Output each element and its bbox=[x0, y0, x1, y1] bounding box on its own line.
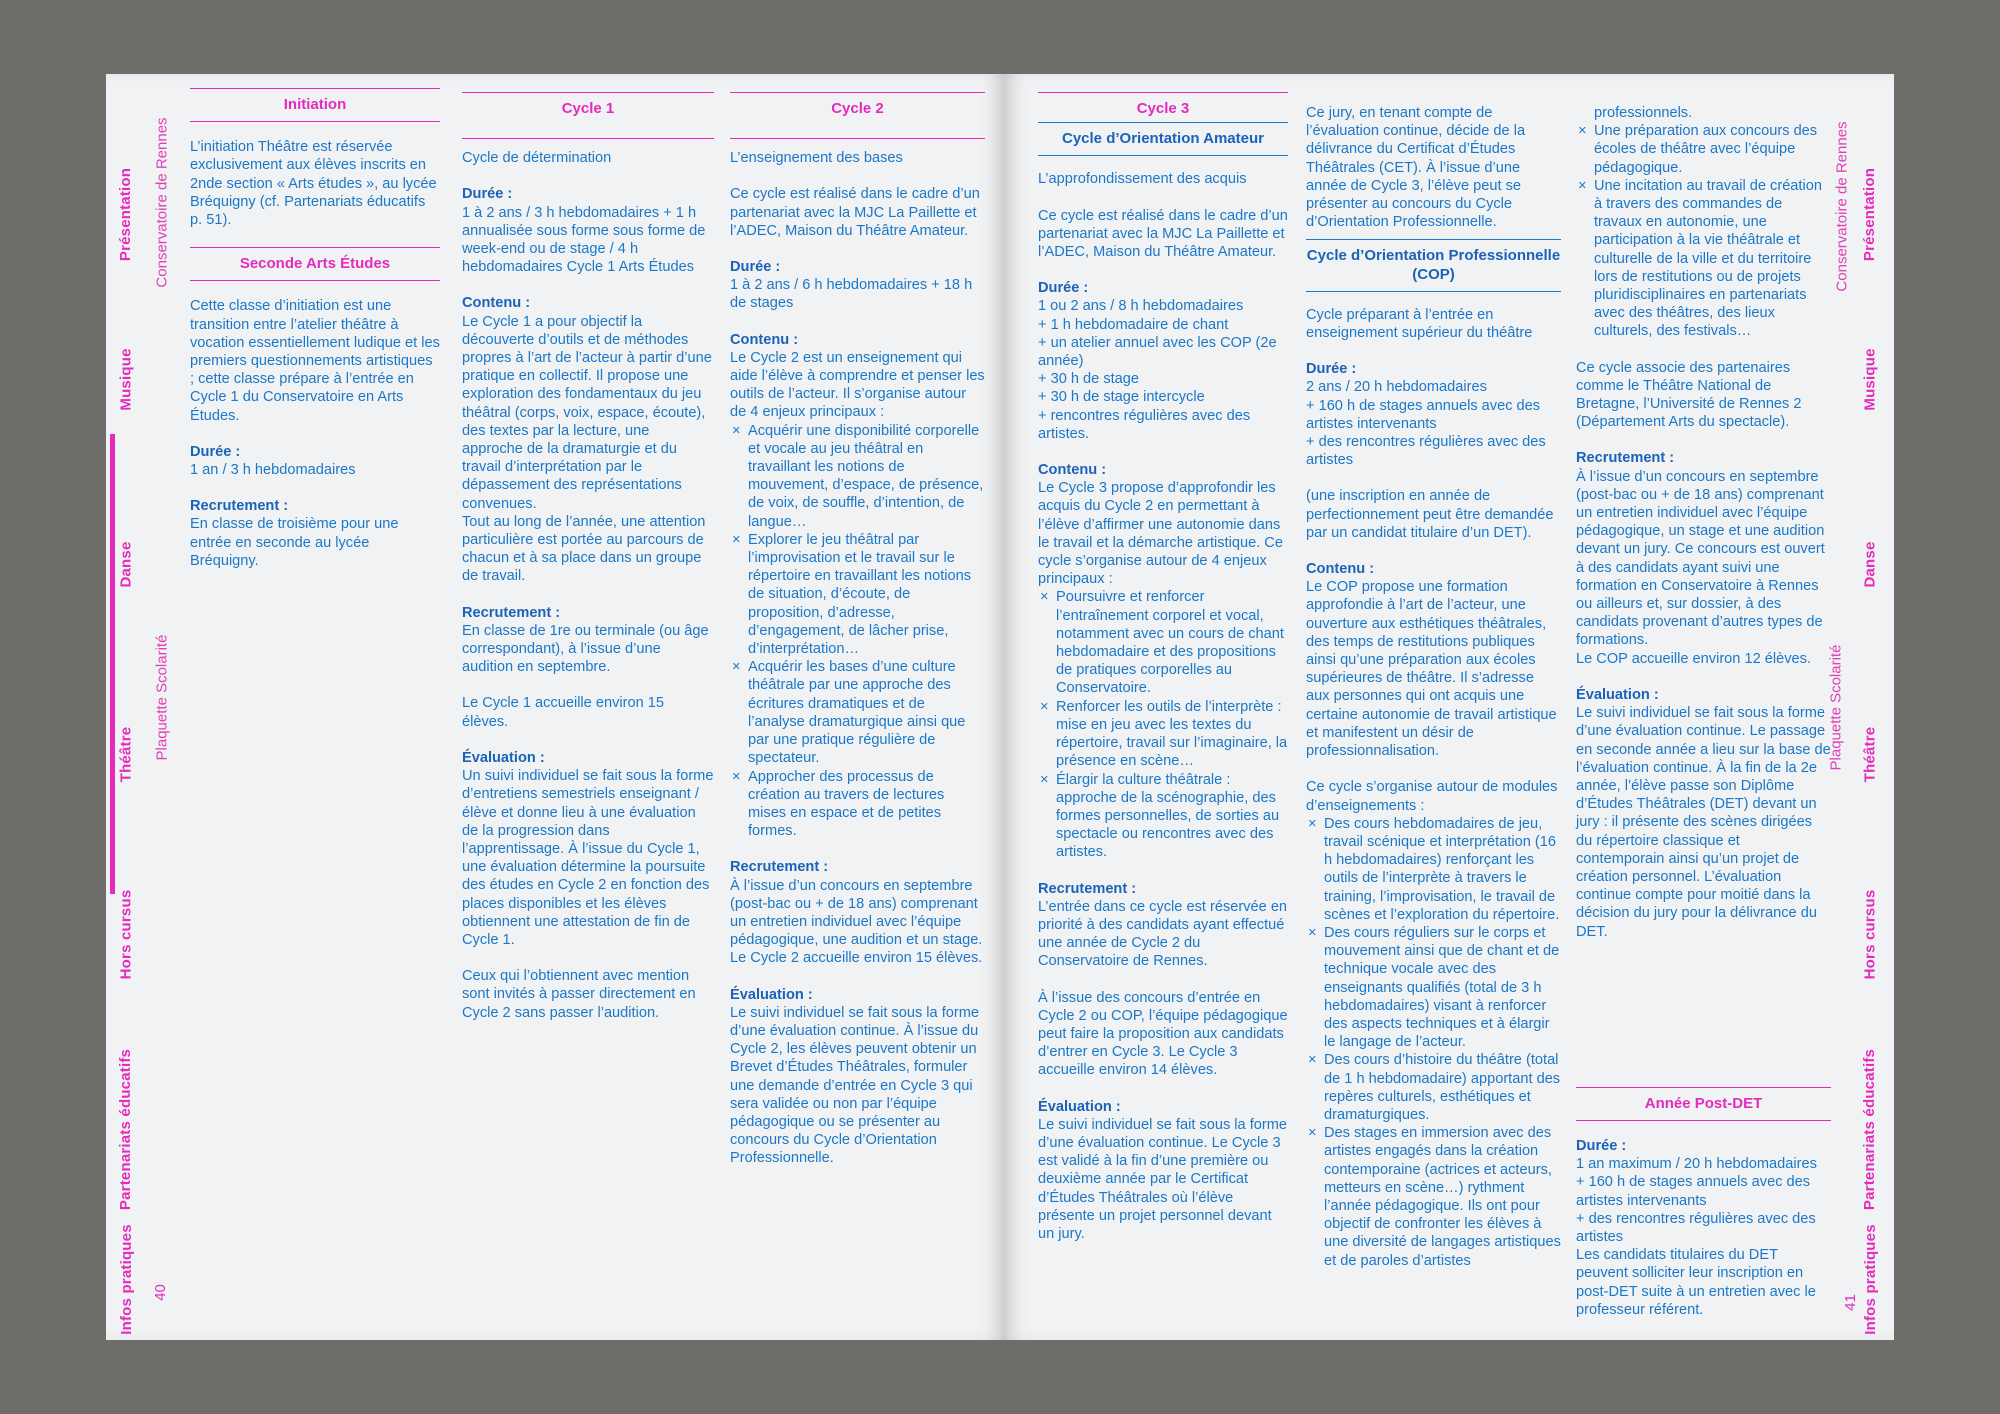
modules-list-continued bbox=[1576, 122, 1831, 340]
right-section-tabs bbox=[1850, 74, 1890, 1340]
cop-heading: Cycle d’Orientation Professionnelle (COP) bbox=[1306, 239, 1561, 291]
contenu-text: Le COP propose une formation approfondie à l’art de l’acteur, une ouverture aux esthétiques théâtrales, des temps de restitutions publiques ainsi qu’une préparation aux écoles supérieures de théâtre. Il s’adresse aux personnes qui ont acquis une certaine autonomie de travail artistique et manifestent un désir de professionnalisation. bbox=[1306, 579, 1557, 760]
post-det-text: Les candidats titulaires du DET peuvent solliciter leur inscription en post-DET suite à un entretien avec le professeur référent. bbox=[1576, 1247, 1816, 1318]
seconde-text: Cette classe d’initiation est une transition entre l’atelier théâtre à vocation essentiellement ludique et les premiers questionnements artistiques ; cette classe prépare à l’entrée en Cycle 1 du Conservatoire en Arts Études. bbox=[190, 298, 440, 424]
intro-text: Ce cycle est réalisé dans le cadre d’un partenariat avec la MJC La Paillette et l’ADEC, Maison du Théâtre Amateur. bbox=[1038, 207, 1288, 261]
list-item: × Une incitation au travail de création à travers des commandes de travaux en autonomie, une participation à la vie théâtrale et culturelle de la ville et du territoire lors de restitutions ou de projets pluridisciplinaires en partenariats avec des théâtres, des lieux culturels, des festivals… bbox=[1576, 177, 1831, 341]
cop-subtitle: Cycle préparant à l’entrée en enseignement supérieur du théâtre bbox=[1306, 306, 1533, 342]
contenu-label: Contenu : bbox=[462, 295, 531, 312]
evaluation-text: Le suivi individuel se fait sous la forme d’une évaluation continue. Le passage en seconde année a lieu sur la base de l’évaluation continue. À la fin de la 2e année, l’élève passe son Diplôme d’Études Théâtrales (DET) devant un jury : il présente des scènes dirigées du répertoire classique et contemporain ainsi qu’un projet de création personnel. L’évaluation continue compte pour moitié dans la décision du jury pour la délivrance du DET. bbox=[1576, 705, 1831, 940]
recrutement-text-2: À l’issue des concours d’entrée en Cycle 2 ou COP, l’équipe pédagogique peut faire la proposition aux candidats d’entrer en Cycle 3. Le Cycle 3 accueille environ 14 élèves. bbox=[1038, 989, 1288, 1079]
cycle3-subtitle: L’approfondissement des acquis bbox=[1038, 171, 1247, 188]
recrutement-label: Recrutement : bbox=[730, 859, 829, 876]
duree-line: + 30 h de stage bbox=[1038, 371, 1140, 388]
cycle-orientation-amateur-heading: Cycle d’Orientation Amateur bbox=[1038, 122, 1288, 156]
recrutement-label: Recrutement : bbox=[190, 498, 289, 515]
recrutement-label: Recrutement : bbox=[1576, 450, 1675, 467]
duree-line: + 160 h de stages annuels avec des artistes intervenants bbox=[1306, 397, 1541, 432]
column-spacer bbox=[1576, 959, 1831, 1087]
jury-text: Ce jury, en tenant compte de l’évaluation continue, décide de la délivrance du Certificat d’Études Théâtrales (CET). À l’issue d’une année de Cycle 3, l’élève peut se présenter au concours du Cycle d’Orientation Professionnelle. bbox=[1306, 105, 1526, 231]
duree-line: 1 an maximum / 20 h hebdomadaires bbox=[1576, 1156, 1817, 1173]
duree-line: 1 ou 2 ans / 8 h hebdomadaires bbox=[1038, 298, 1244, 315]
list-item: × Acquérir les bases d’une culture théâtrale par une approche des écritures dramatiques et de l’analyse dramaturgique ainsi que par une pratique régulière de spectateur. bbox=[730, 658, 985, 767]
list-item: × Approcher des processus de création au travers de lectures mises en espace et de petites formes. bbox=[730, 768, 985, 841]
duree-line: + 1 h hebdomadaire de chant bbox=[1038, 316, 1229, 333]
duree-label: Durée : bbox=[190, 443, 241, 460]
conservatoire-label: Conservatoire de Rennes bbox=[153, 117, 171, 288]
evaluation-text: Le suivi individuel se fait sous la forme d’une évaluation continue. À l’issue du Cycle 2, les élèves peuvent obtenir un Brevet d’Études Théâtrales, formuler une demande d’entrée en Cycle 3 qui sera validée ou non par l’équipe pédagogique ou se présenter au concours du Cycle d’Orientation Professionnelle. bbox=[730, 1004, 980, 1167]
recrutement-text: En classe de 1re ou terminale (ou âge correspondant), à l’issue d’une audition en septembre. bbox=[462, 622, 709, 676]
evaluation-text: Le suivi individuel se fait sous la forme d’une évaluation continue. Le Cycle 3 est validé à la fin d’une première ou deuxième année par le Certificat d’Études Théâtrales où l’élève présente un projet personnel devant un jury. bbox=[1038, 1116, 1288, 1242]
duree-label: Durée : bbox=[1576, 1137, 1627, 1154]
cycle2-heading: Cycle 2 bbox=[730, 92, 985, 122]
tab-infos-pratiques[interactable]: Infos pratiques bbox=[1861, 1223, 1879, 1335]
conservatoire-label: Conservatoire de Rennes bbox=[1833, 121, 1851, 292]
duree-line: + rencontres régulières avec des artistes. bbox=[1038, 407, 1251, 442]
list-item: × Des cours d’histoire du théâtre (total de 1 h hebdomadaire) apportant des repères culturels, esthétiques et dramaturgiques. bbox=[1306, 1051, 1561, 1124]
recrutement-text: En classe de troisième pour une entrée en seconde au lycée Bréquigny. bbox=[190, 516, 399, 569]
duree-line: + des rencontres régulières avec des artistes bbox=[1306, 434, 1546, 469]
duree-line: + 30 h de stage intercycle bbox=[1038, 389, 1205, 406]
recrutement-label: Recrutement : bbox=[462, 604, 561, 621]
duree-label: Durée : bbox=[1038, 280, 1089, 297]
contenu-label: Contenu : bbox=[1306, 561, 1375, 578]
page-number: 41 bbox=[1841, 1294, 1859, 1311]
intro-text: Ce cycle est réalisé dans le cadre d’un partenariat avec la MJC La Paillette et l’ADEC, Maison du Théâtre Amateur. bbox=[730, 186, 980, 239]
recrutement-text: L’entrée dans ce cycle est réservée en priorité à des candidats ayant effectué une année de Cycle 2 du Conservatoire de Rennes. bbox=[1038, 898, 1288, 970]
list-item: × Une préparation aux concours des écoles de théâtre avec l’équipe pédagogique. bbox=[1576, 122, 1831, 177]
evaluation-label: Évaluation : bbox=[730, 986, 813, 1003]
contenu-text: Le Cycle 3 propose d’approfondir les acquis du Cycle 2 en permettant à l’élève d’affirmer une autonomie dans le travail et la démarche artistique. Ce cycle s’organise autour de 4 enjeux principaux : bbox=[1038, 480, 1283, 588]
modules-text: Ce cycle s’organise autour de modules d’enseignements : bbox=[1306, 779, 1558, 814]
cycle1-heading: Cycle 1 bbox=[462, 92, 714, 122]
contenu-text: Le Cycle 1 a pour objectif la découverte d’outils et de méthodes propres à l’art de l’acteur à partir d’une pratique en collectif. Il propose une exploration des fondamentaux du jeu théâtral (corps, voix, espace, écoute), des textes par la lecture, une approche de la dramaturgie et du travail d’interprétation par le dépassement des représentations convenues. bbox=[462, 313, 712, 512]
cycle2-subtitle: L’enseignement des bases bbox=[730, 138, 985, 167]
enjeux-list bbox=[730, 422, 985, 841]
enjeux-list bbox=[1038, 588, 1288, 861]
tab-partenariats[interactable]: Partenariats éducatifs bbox=[1861, 1048, 1879, 1210]
cycle3-heading: Cycle 3 bbox=[1038, 92, 1288, 122]
duree-text: 1 à 2 ans / 3 h hebdomadaires + 1 h annualisée sous forme sous forme de week-end ou de stage / 4 h hebdomadaires Cycle 1 Arts Études bbox=[462, 204, 706, 276]
list-item: × Acquérir une disponibilité corporelle et vocale au jeu théâtral en travaillant les notions de mouvement, d’espace, de présence, de voix, de souffle, d’intention, de langue… bbox=[730, 422, 985, 531]
evaluation-label: Évaluation : bbox=[462, 749, 545, 766]
partners-text: Ce cycle associe des partenaires comme le Théâtre National de Bretagne, l’Université de Rennes 2 (Département Arts du spectacle). bbox=[1576, 359, 1802, 431]
tab-danse[interactable]: Danse bbox=[1861, 540, 1879, 588]
tab-theatre[interactable]: Théâtre bbox=[1861, 726, 1879, 782]
contenu-text-2: Tout au long de l’année, une attention particulière est portée au parcours de chacun et à sa place dans un groupe de travail. bbox=[462, 513, 706, 585]
duree-label: Durée : bbox=[462, 186, 513, 203]
column-cycle-1 bbox=[462, 92, 714, 1040]
duree-line: 2 ans / 20 h hebdomadaires bbox=[1306, 379, 1487, 396]
active-section-bar bbox=[110, 434, 115, 894]
accueil-text: Le Cycle 1 accueille environ 15 élèves. bbox=[462, 695, 664, 730]
column-cop bbox=[1306, 104, 1561, 1288]
modules-list bbox=[1306, 815, 1561, 1270]
column-initiation bbox=[190, 88, 440, 588]
evaluation-label: Évaluation : bbox=[1576, 686, 1659, 703]
contenu-text: Le Cycle 2 est un enseignement qui aide l’élève à comprendre et penser les outils de l’acteur. Il s’organise autour de 4 enjeux principaux : bbox=[730, 349, 985, 421]
duree-text: 1 à 2 ans / 6 h hebdomadaires + 18 h de stages bbox=[730, 277, 973, 312]
left-page bbox=[106, 74, 1004, 1340]
evaluation-text: Un suivi individuel se fait sous la forme d’entretiens semestriels enseignant / élève et donne lieu à une évaluation de la progression dans l’apprentissage. À l’issue du Cycle 1, une évaluation détermine la poursuite des études en Cycle 2 en fonction des places disponibles et les élèves obtiennent une attestation de fin de Cycle 1. bbox=[462, 768, 714, 948]
continued-text: professionnels. bbox=[1594, 105, 1693, 121]
tab-theatre[interactable]: Théâtre bbox=[117, 726, 135, 782]
page-number: 40 bbox=[151, 1284, 169, 1301]
contenu-label: Contenu : bbox=[730, 331, 799, 348]
initiation-text: L’initiation Théâtre est réservée exclusivement aux élèves inscrits en 2nde section « Arts études », au lycée Bréquigny (cf. Partenariats éducatifs p. 51). bbox=[190, 139, 437, 229]
seconde-heading: Seconde Arts Études bbox=[190, 247, 440, 281]
list-item: × Renforcer les outils de l’interprète : mise en jeu avec les textes du répertoire, travail sur l’imaginaire, la présence en scène… bbox=[1038, 698, 1288, 771]
recrutement-label: Recrutement : bbox=[1038, 880, 1137, 897]
recrutement-text: À l’issue d’un concours en septembre (post-bac ou + de 18 ans) comprenant un entretien individuel avec l’équipe pédagogique, une audition et un stage. Le Cycle 2 accueille environ 15 élèves. bbox=[730, 877, 983, 967]
column-cycle-2 bbox=[730, 92, 985, 1186]
list-item: × Élargir la culture théâtrale : approche de la scénographie, des formes personnelles, de sorties au spectacle ou rencontres avec des artistes. bbox=[1038, 771, 1288, 862]
list-item: × Poursuivre et renforcer l’entraînement corporel et vocal, notamment avec un cours de chant hebdomadaire et des propositions de pratiques corporelles au Conservatoire. bbox=[1038, 588, 1288, 697]
tab-musique[interactable]: Musique bbox=[117, 347, 135, 411]
contenu-label: Contenu : bbox=[1038, 462, 1107, 479]
duree-line: + 160 h de stages annuels avec des artistes intervenants bbox=[1576, 1174, 1811, 1209]
right-page bbox=[1004, 74, 1894, 1340]
tab-presentation[interactable]: Présentation bbox=[1861, 167, 1879, 261]
tab-partenariats[interactable]: Partenariats éducatifs bbox=[117, 1048, 135, 1210]
recrutement-text: À l’issue d’un concours en septembre (post-bac ou + de 18 ans) comprenant un entretien individuel avec l’équipe pédagogique, un stage et une audition devant un jury. Ce concours est ouvert à des candidats ayant suivi une formation en Conservatoire à Rennes ou ailleurs et, sur dossier, à des candidats provenant d’autres types de formations. bbox=[1576, 468, 1825, 649]
list-item: × Explorer le jeu théâtral par l’improvisation et le travail sur le répertoire en travaillant les notions de situation, d’écoute, de proposition, d’adresse, d’engagement, de lâcher prise, d’interprétation… bbox=[730, 531, 985, 658]
duree-label: Durée : bbox=[1306, 361, 1357, 378]
tab-infos-pratiques[interactable]: Infos pratiques bbox=[117, 1223, 135, 1335]
duree-label: Durée : bbox=[730, 259, 781, 276]
tab-hors-cursus[interactable]: Hors cursus bbox=[117, 889, 135, 979]
list-item: × Des stages en immersion avec des artistes engagés dans la création contemporaine (actrices et acteurs, metteurs en scène…) rythment l’année pédagogique. Ils ont pour objectif de confronter les élèves à une diversité de langages artistiques et de paroles d’artistes bbox=[1306, 1124, 1561, 1270]
column-cop-continued bbox=[1576, 104, 1831, 1319]
tab-musique[interactable]: Musique bbox=[1861, 347, 1879, 411]
cycle1-subtitle: Cycle de détermination bbox=[462, 138, 714, 167]
tab-hors-cursus[interactable]: Hors cursus bbox=[1861, 889, 1879, 979]
tab-presentation[interactable]: Présentation bbox=[117, 167, 135, 261]
inscription-text: (une inscription en année de perfectionnement peut être demandée par un candidat titulaire d’un DET). bbox=[1306, 488, 1554, 541]
evaluation-label: Évaluation : bbox=[1038, 1098, 1121, 1115]
list-item: × Des cours hebdomadaires de jeu, travail scénique et interprétation (16 h hebdomadaires) renforçant les outils de l’interprète à travers le training, l’improvisation, le travail de scènes et l’exploration du répertoire. bbox=[1306, 815, 1561, 924]
plaquette-label: Plaquette Scolarité bbox=[153, 634, 171, 761]
duree-line: + un atelier annuel avec les COP (2e année) bbox=[1038, 334, 1277, 370]
initiation-heading: Initiation bbox=[190, 88, 440, 122]
plaquette-label: Plaquette Scolarité bbox=[1827, 644, 1845, 771]
column-cycle-3 bbox=[1038, 92, 1288, 1261]
mention-text: Ceux qui l’obtiennent avec mention sont invités à passer directement en Cycle 2 sans passer l’audition. bbox=[462, 968, 696, 1021]
list-item: × Des cours réguliers sur le corps et mouvement ainsi que de chant et de technique vocale avec des enseignants qualifiés (total de 3 h hebdomadaires) visant à renforcer des aspects techniques et à élargir le langage de l’acteur. bbox=[1306, 924, 1561, 1051]
accueil-text: Le COP accueille environ 12 élèves. bbox=[1576, 650, 1811, 667]
duree-text: 1 an / 3 h hebdomadaires bbox=[190, 462, 356, 479]
tab-danse[interactable]: Danse bbox=[117, 540, 135, 588]
duree-line: + des rencontres régulières avec des artistes bbox=[1576, 1210, 1816, 1245]
post-det-heading: Année Post-DET bbox=[1576, 1087, 1831, 1121]
